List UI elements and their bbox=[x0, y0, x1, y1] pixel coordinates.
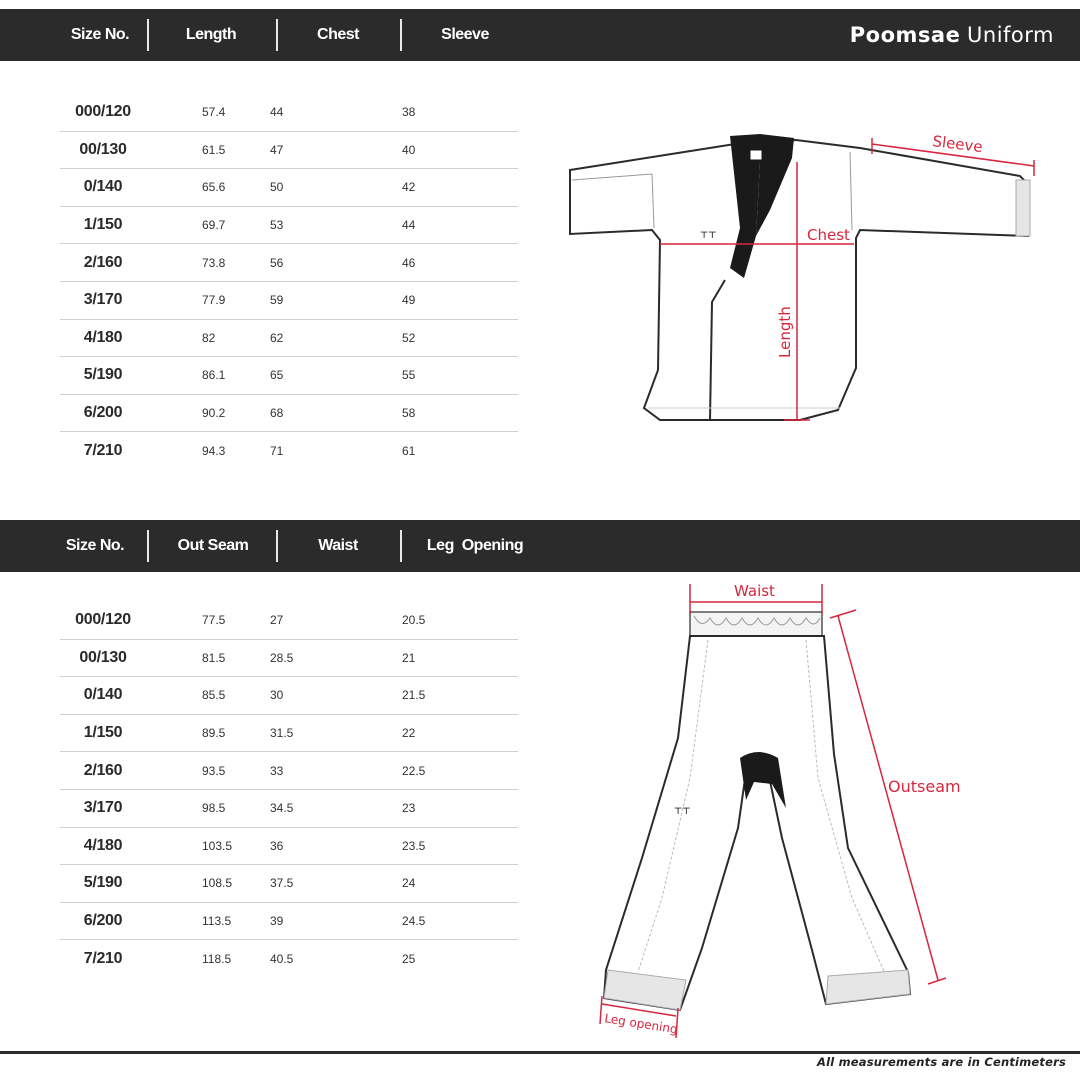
size-cell: 1/150 bbox=[60, 206, 146, 244]
waist-label: Waist bbox=[734, 582, 775, 600]
table-row bbox=[60, 902, 518, 940]
value-cell: 86.1 bbox=[146, 357, 270, 395]
header-leg-opening: Leg Opening bbox=[426, 537, 524, 554]
value-cell: 61.5 bbox=[146, 131, 270, 169]
size-cell: 7/210 bbox=[83, 441, 123, 459]
value-cell: 89.5 bbox=[146, 714, 270, 752]
header-separator bbox=[147, 530, 149, 562]
table-row bbox=[60, 677, 518, 715]
value-cell: 52 bbox=[350, 319, 518, 357]
size-cell: 4/180 bbox=[60, 319, 146, 357]
brand-title-light: Uniform bbox=[967, 23, 1054, 47]
footer-divider bbox=[0, 1051, 1080, 1054]
table-row bbox=[60, 639, 518, 677]
value-cell: 82 bbox=[146, 319, 270, 357]
value-cell: 47 bbox=[270, 131, 350, 169]
value-cell: 30 bbox=[270, 677, 350, 715]
table-row bbox=[60, 244, 518, 282]
value-cell: 58 bbox=[350, 394, 518, 432]
value-cell: 28.5 bbox=[270, 639, 350, 677]
value-cell: 68 bbox=[270, 394, 350, 432]
value-cell: 69.7 bbox=[146, 206, 270, 244]
size-cell: 00/130 bbox=[60, 131, 146, 169]
sleeve-label: Sleeve bbox=[931, 132, 984, 157]
header-waist: Waist bbox=[318, 537, 358, 554]
size-cell: 2/160 bbox=[60, 752, 146, 790]
size-cell: 6/200 bbox=[60, 902, 146, 940]
table-row bbox=[60, 789, 518, 827]
value-cell: 71 bbox=[270, 443, 284, 458]
value-cell: 103.5 bbox=[146, 827, 270, 865]
table-row bbox=[60, 714, 518, 752]
value-cell: 24 bbox=[350, 865, 518, 903]
value-cell: 65.6 bbox=[146, 169, 270, 207]
table-row bbox=[60, 432, 518, 469]
length-label: Length bbox=[776, 306, 794, 358]
value-cell: 113.5 bbox=[146, 902, 270, 940]
table-row bbox=[60, 602, 518, 639]
header-length: Length bbox=[185, 26, 237, 43]
value-cell: 44 bbox=[270, 94, 350, 131]
header-separator bbox=[276, 530, 278, 562]
table-row bbox=[60, 131, 518, 169]
table-row bbox=[60, 940, 518, 977]
value-cell: 90.2 bbox=[146, 394, 270, 432]
value-cell: 93.5 bbox=[146, 752, 270, 790]
top-header-bar bbox=[0, 9, 1080, 61]
value-cell: 37.5 bbox=[270, 865, 350, 903]
value-cell: 20.5 bbox=[350, 602, 518, 639]
value-cell: 50 bbox=[270, 169, 350, 207]
value-cell: 40 bbox=[350, 131, 518, 169]
jacket-illustration bbox=[560, 118, 1060, 438]
table-row bbox=[60, 827, 518, 865]
pants-logo-icon: ⊤⊤ bbox=[674, 807, 691, 817]
value-cell: 81.5 bbox=[146, 639, 270, 677]
size-cell: 000/120 bbox=[60, 94, 146, 131]
table-row bbox=[60, 357, 518, 395]
value-cell: 73.8 bbox=[146, 244, 270, 282]
value-cell: 38 bbox=[350, 94, 518, 131]
value-cell: 77.9 bbox=[146, 281, 270, 319]
value-cell: 23.5 bbox=[350, 827, 518, 865]
brand-title-bold: Poomsae bbox=[849, 23, 961, 47]
value-cell: 77.5 bbox=[146, 602, 270, 639]
header-sleeve: Sleeve bbox=[441, 26, 489, 43]
table-row bbox=[60, 319, 518, 357]
header-chest: Chest bbox=[317, 26, 359, 43]
value-cell: 61 bbox=[402, 443, 416, 458]
table-row bbox=[60, 865, 518, 903]
size-cell: 3/170 bbox=[60, 281, 146, 319]
chest-label: Chest bbox=[807, 226, 850, 244]
value-cell: 39 bbox=[270, 902, 350, 940]
size-cell: 0/140 bbox=[60, 677, 146, 715]
value-cell: 57.4 bbox=[146, 94, 270, 131]
size-cell: 1/150 bbox=[60, 714, 146, 752]
value-cell: 59 bbox=[270, 281, 350, 319]
header-separator bbox=[147, 19, 149, 51]
size-cell: 5/190 bbox=[60, 357, 146, 395]
value-cell: 34.5 bbox=[270, 789, 350, 827]
size-cell: 0/140 bbox=[60, 169, 146, 207]
value-cell: 36 bbox=[270, 827, 350, 865]
table-row bbox=[60, 94, 518, 131]
value-cell: 24.5 bbox=[350, 902, 518, 940]
value-cell: 55 bbox=[350, 357, 518, 395]
value-cell: 62 bbox=[270, 319, 350, 357]
value-cell: 46 bbox=[350, 244, 518, 282]
value-cell: 27 bbox=[270, 602, 350, 639]
brand-title bbox=[850, 9, 1054, 61]
leg-opening-label: Leg opening bbox=[603, 1011, 679, 1037]
value-cell: 108.5 bbox=[146, 865, 270, 903]
outseam-label: Outseam bbox=[888, 777, 961, 796]
size-cell: 7/210 bbox=[83, 949, 123, 967]
value-cell: 23 bbox=[350, 789, 518, 827]
header-separator bbox=[400, 530, 402, 562]
table-row bbox=[60, 169, 518, 207]
value-cell: 33 bbox=[270, 752, 350, 790]
value-cell: 56 bbox=[270, 244, 350, 282]
value-cell: 85.5 bbox=[146, 677, 270, 715]
value-cell: 49 bbox=[350, 281, 518, 319]
measurement-footnote: All measurements are in Centimeters bbox=[817, 1055, 1066, 1069]
header-size-no: Size No. bbox=[65, 537, 125, 554]
value-cell: 40.5 bbox=[270, 951, 294, 966]
value-cell: 22 bbox=[350, 714, 518, 752]
table-row bbox=[60, 752, 518, 790]
value-cell: 44 bbox=[350, 206, 518, 244]
value-cell: 22.5 bbox=[350, 752, 518, 790]
value-cell: 118.5 bbox=[202, 951, 232, 966]
bottom-header-bar bbox=[0, 520, 1080, 572]
table-row bbox=[60, 394, 518, 432]
size-cell: 6/200 bbox=[60, 394, 146, 432]
value-cell: 94.3 bbox=[202, 443, 226, 458]
value-cell: 31.5 bbox=[270, 714, 350, 752]
header-size-no: Size No. bbox=[70, 26, 130, 43]
value-cell: 25 bbox=[402, 951, 416, 966]
table-row bbox=[60, 281, 518, 319]
header-separator bbox=[276, 19, 278, 51]
value-cell: 21 bbox=[350, 639, 518, 677]
size-cell: 4/180 bbox=[60, 827, 146, 865]
value-cell: 98.5 bbox=[146, 789, 270, 827]
jacket-logo-icon: ⊤⊤ bbox=[700, 231, 717, 241]
header-out-seam: Out Seam bbox=[177, 537, 249, 554]
value-cell: 53 bbox=[270, 206, 350, 244]
size-cell: 5/190 bbox=[60, 865, 146, 903]
jacket-size-table bbox=[60, 94, 518, 469]
value-cell: 42 bbox=[350, 169, 518, 207]
size-cell: 00/130 bbox=[60, 639, 146, 677]
table-row bbox=[60, 206, 518, 244]
value-cell: 21.5 bbox=[350, 677, 518, 715]
size-cell: 3/170 bbox=[60, 789, 146, 827]
size-cell: 2/160 bbox=[60, 244, 146, 282]
header-separator bbox=[400, 19, 402, 51]
pants-size-table bbox=[60, 602, 518, 977]
pants-illustration bbox=[590, 578, 990, 1048]
size-cell: 000/120 bbox=[60, 602, 146, 639]
value-cell: 65 bbox=[270, 357, 350, 395]
